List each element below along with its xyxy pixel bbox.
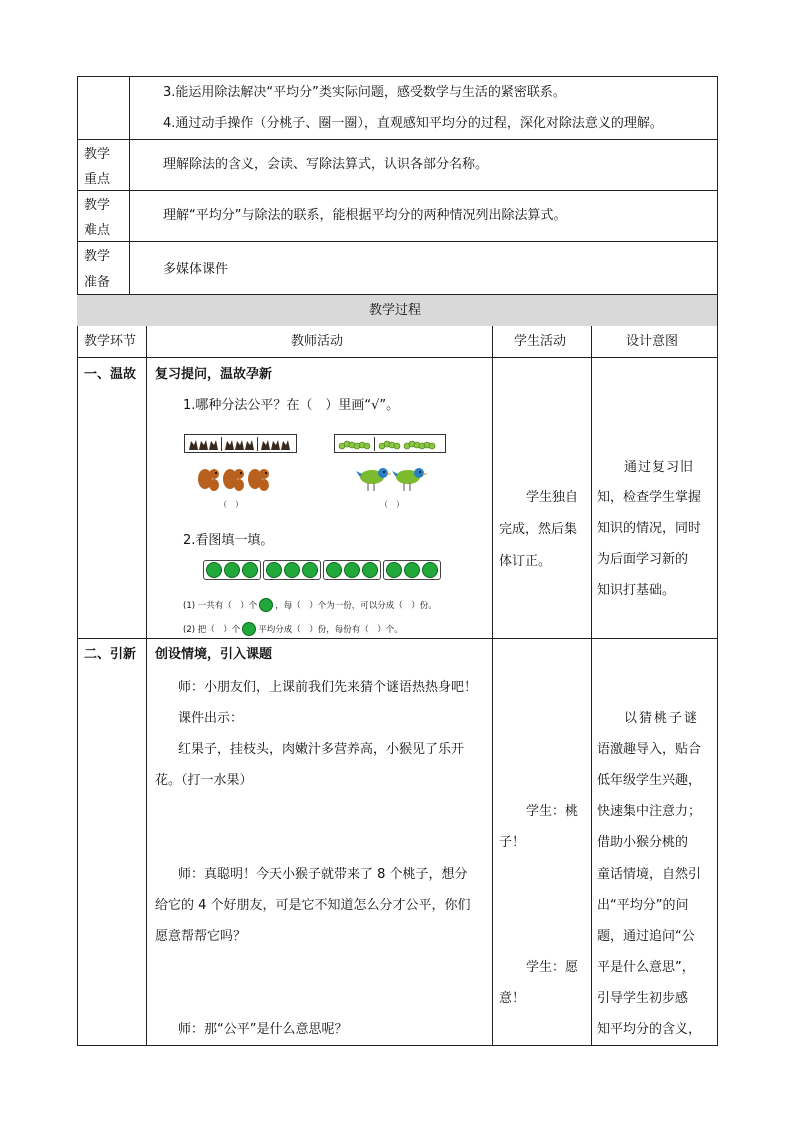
preparation-label-1: 教学 [84, 249, 111, 264]
section2-t3b: 花。（打一水果） [155, 773, 253, 788]
s2-intent-11: 知平均分的含义， [597, 1022, 702, 1037]
preparation-text: 多媒体课件 [163, 262, 229, 277]
objective-3: 3.能运用除法解决“平均分”类实际问题，感受数学与生活的紧密联系。 [163, 85, 566, 100]
objective-4: 4.通过动手操作（分桃子、圈一圈），直观感知平均分的过程，深化对除法意义的理解。 [163, 116, 663, 131]
s2-student-1a: 学生：桃 [526, 804, 579, 819]
section2-t4c: 愿意帮帮它吗？ [155, 929, 247, 944]
section2-t2: 课件出示： [178, 711, 244, 726]
s2-intent-8: 题，通过追问“公 [597, 929, 695, 944]
key-points-label-1: 教学 [84, 147, 111, 162]
difficulties-label-1: 教学 [84, 198, 111, 213]
preparation-label-2: 准备 [84, 275, 111, 290]
dark-objects-icon [187, 437, 294, 451]
circle-group [263, 560, 321, 580]
section1-heading: 复习提问，温故孕新 [155, 367, 273, 382]
key-points-label-2: 重点 [84, 172, 111, 187]
s1-intent-line-4: 为后面学习新的 [597, 552, 689, 567]
s1-intent-line-2: 知，检查学生掌握 [597, 490, 702, 505]
section2-stage: 二、引新 [84, 647, 137, 662]
col-student: 学生活动 [514, 334, 567, 349]
circle-group [383, 560, 441, 580]
circle-group [203, 560, 261, 580]
section2-t5: 师：那“公平”是什么意思呢？ [178, 1022, 348, 1037]
s1-student-line-3: 体订正。 [499, 554, 552, 569]
difficulties-text: 理解“平均分”与除法的联系，能根据平均分的两种情况列出除法算式。 [163, 208, 567, 223]
s2-intent-7: 出“平均分”的问 [597, 898, 689, 913]
beaver-box [184, 434, 297, 453]
birds-icon [356, 465, 428, 493]
caterpillar-box [334, 434, 446, 453]
key-points-text: 理解除法的含义，会读、写除法算式，认识各部分名称。 [163, 157, 489, 172]
s1-student-line-1: 学生独自 [526, 490, 579, 505]
circle-group [323, 560, 381, 580]
section2-heading: 创设情境，引入课题 [155, 647, 273, 662]
s1-intent-line-3: 知识的情况，同时 [597, 521, 702, 536]
fill-line-2: (2) 把（ ）个 平均分成（ ）份，每份有（ ）个。 [183, 622, 403, 636]
process-title: 教学过程 [369, 303, 422, 318]
s2-student-2b: 意！ [499, 991, 526, 1006]
section2-t4a: 师：真聪明！今天小猴子就带来了 8 个桃子，想分 [178, 867, 468, 882]
s1-intent-line-1: 通过复习旧 [624, 460, 695, 475]
s2-student-1b: 子！ [499, 835, 526, 850]
section1-question1: 1.哪种分法公平？在（ ）里画“√”。 [183, 398, 400, 413]
col-intent: 设计意图 [626, 334, 679, 349]
squirrels-icon [197, 462, 273, 492]
section1-question2: 2.看图填一填。 [183, 533, 274, 548]
s2-intent-6: 童话情境，自然引 [597, 867, 702, 882]
paren-left: （ ） [219, 500, 243, 509]
section1-stage: 一、温故 [84, 367, 137, 382]
section2-t4b: 给它的 4 个好朋友，可是它不知道怎么分才公平，你们 [155, 898, 471, 913]
caterpillars-icon [337, 437, 443, 451]
s2-intent-4: 快速集中注意力； [597, 804, 702, 819]
difficulties-label-2: 难点 [84, 223, 111, 238]
section2-t3a: 红果子，挂枝头，肉嫩汁多营养高，小猴见了乐开 [178, 742, 465, 757]
s2-intent-3: 低年级学生兴趣， [597, 773, 702, 788]
s1-student-line-2: 完成，然后集 [499, 522, 578, 537]
col-teacher: 教师活动 [291, 334, 344, 349]
s1-intent-line-5: 知识打基础。 [597, 583, 676, 598]
circle-icon [259, 598, 273, 612]
paren-right: （ ） [380, 500, 404, 509]
section2-t1: 师：小朋友们，上课前我们先来猜个谜语热热身吧！ [178, 680, 478, 695]
s2-student-2a: 学生：愿 [526, 960, 579, 975]
col-stage: 教学环节 [84, 334, 137, 349]
s2-intent-10: 引导学生初步感 [597, 991, 689, 1006]
s2-intent-9: 平是什么意思”， [597, 960, 695, 975]
circle-icon [242, 622, 256, 636]
fill-line-1: (1) 一共有（ ）个 ，每（ ）个为一份，可以分成（ ）份。 [183, 598, 437, 612]
s2-intent-2: 语激趣导入，贴合 [597, 742, 702, 757]
circles-grid [203, 560, 441, 580]
s2-intent-1: 以猜桃子谜 [624, 711, 700, 726]
s2-intent-5: 借助小猴分桃的 [597, 835, 689, 850]
